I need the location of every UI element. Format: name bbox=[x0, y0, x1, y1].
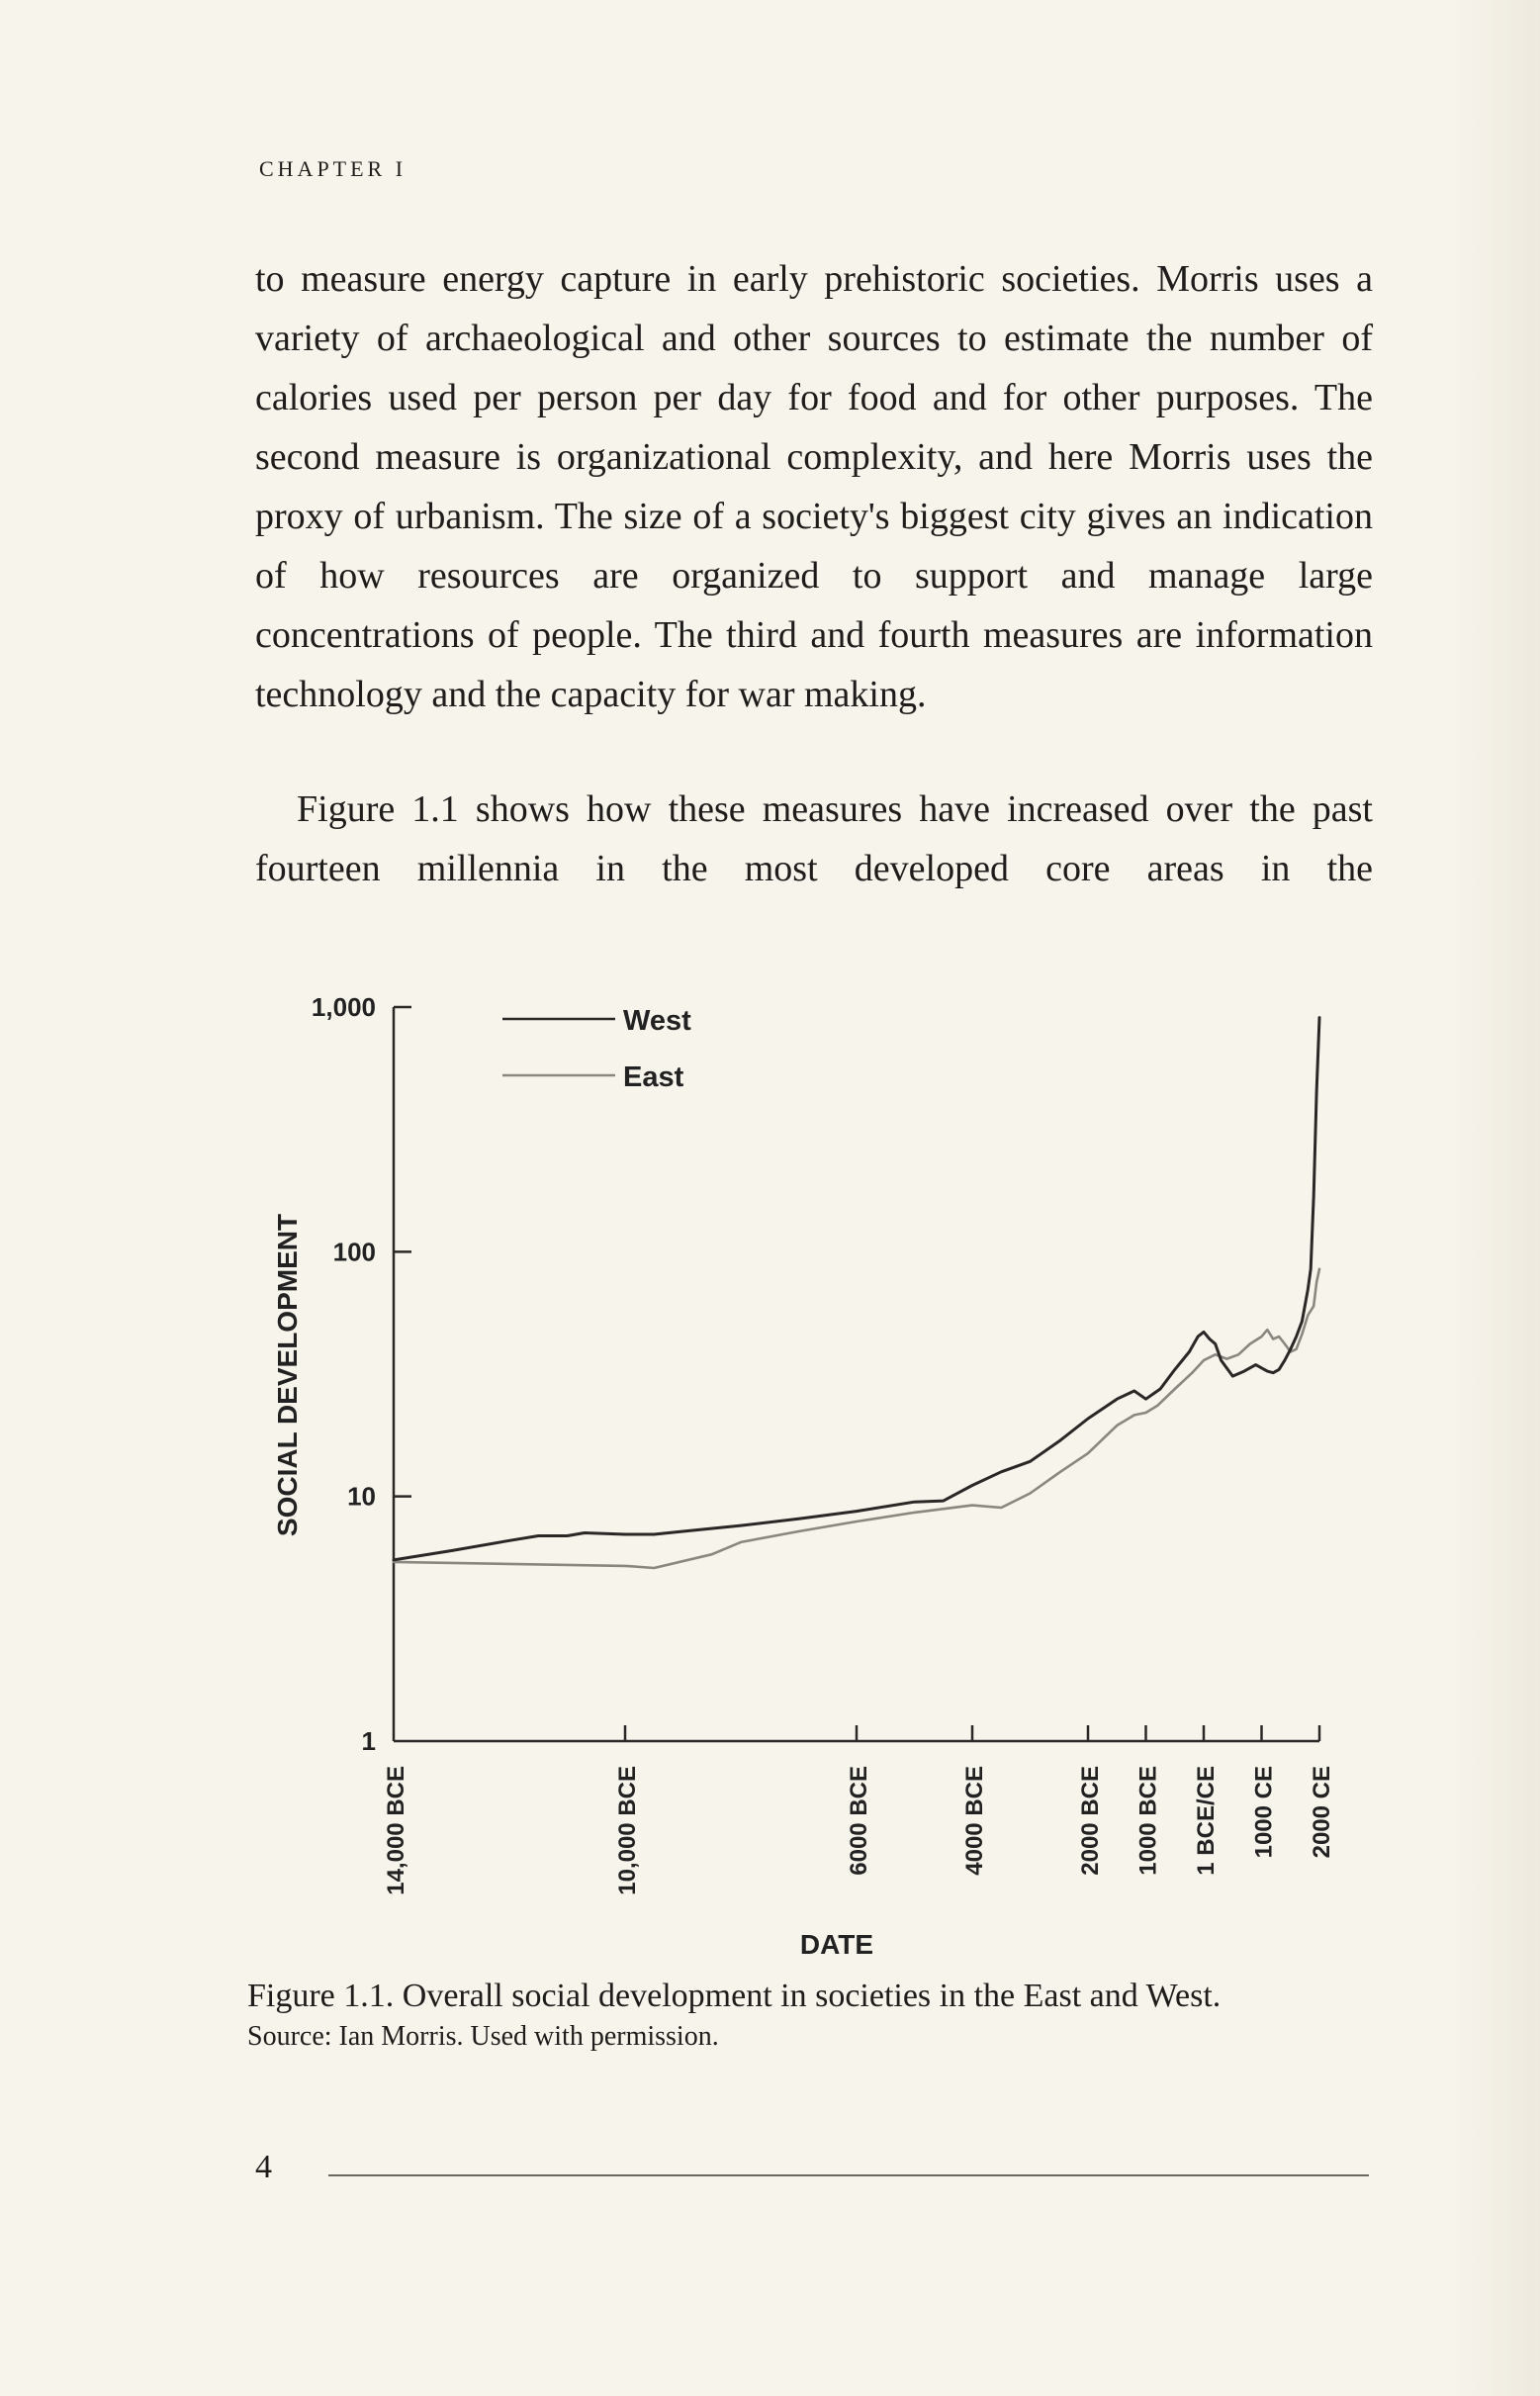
x-axis-label: DATE bbox=[799, 1929, 874, 1960]
caption-text: Figure 1.1. Overall social development in societies in the East and West. bbox=[247, 1978, 1222, 2014]
x-tick-label: 1 BCE/CE bbox=[1193, 1766, 1220, 1876]
paragraph-2: Figure 1.1 shows how these measures have increased over the past fourteen millennia in the most developed core areas in the bbox=[255, 788, 1373, 889]
x-tick-label: 6000 BCE bbox=[846, 1766, 872, 1876]
y-axis-ticks bbox=[312, 992, 411, 1756]
x-tick-label: 10,000 BCE bbox=[614, 1766, 641, 1895]
legend-label-west: West bbox=[623, 1005, 691, 1037]
figure-1-1 bbox=[247, 979, 1355, 1969]
page-edge-shadow bbox=[1451, 0, 1540, 2396]
series-line-west bbox=[394, 1018, 1319, 1560]
y-axis-label: SOCIAL DEVELOPMENT bbox=[272, 1213, 303, 1537]
figure-caption bbox=[247, 1975, 1385, 2056]
series-line-east bbox=[394, 1269, 1319, 1568]
social-development-chart bbox=[247, 979, 1355, 1969]
x-tick-label: 2000 CE bbox=[1309, 1766, 1335, 1859]
x-tick-label: 1000 BCE bbox=[1134, 1766, 1162, 1876]
x-tick-label: 1000 CE bbox=[1250, 1766, 1278, 1859]
x-tick-label: 2000 BCE bbox=[1077, 1766, 1104, 1876]
y-tick-label: 1,000 bbox=[311, 992, 376, 1022]
running-head: CHAPTER I bbox=[259, 156, 408, 181]
y-tick-label: 100 bbox=[332, 1237, 376, 1267]
chart-legend bbox=[502, 1005, 691, 1093]
page-footer bbox=[255, 2149, 1373, 2188]
footer-rule bbox=[328, 2174, 1369, 2176]
legend-label-east: East bbox=[623, 1061, 684, 1093]
x-tick-label: 14,000 BCE bbox=[383, 1766, 409, 1895]
y-tick-label: 10 bbox=[347, 1481, 376, 1512]
page-number: 4 bbox=[255, 2149, 272, 2185]
paragraph-1: to measure energy capture in early prehistoric societies. Morris uses a variety of archaeological and other sources to estimate the number of calories used per person per day for food and for other purposes. The second measure is organizational complexity, and here Morris uses the proxy of urbanism. The size of a society's biggest city gives an indication of how resources are organized to support and manage large concentrations of people. The third and fourth measures are information technology and the capacity for war making. bbox=[255, 258, 1373, 715]
y-tick-label: 1 bbox=[361, 1726, 376, 1756]
x-tick-label: 4000 BCE bbox=[961, 1766, 988, 1876]
chart-series bbox=[394, 1018, 1319, 1568]
x-axis-ticks bbox=[383, 1725, 1335, 1895]
caption-source: Source: Ian Morris. Used with permission. bbox=[247, 2021, 719, 2052]
